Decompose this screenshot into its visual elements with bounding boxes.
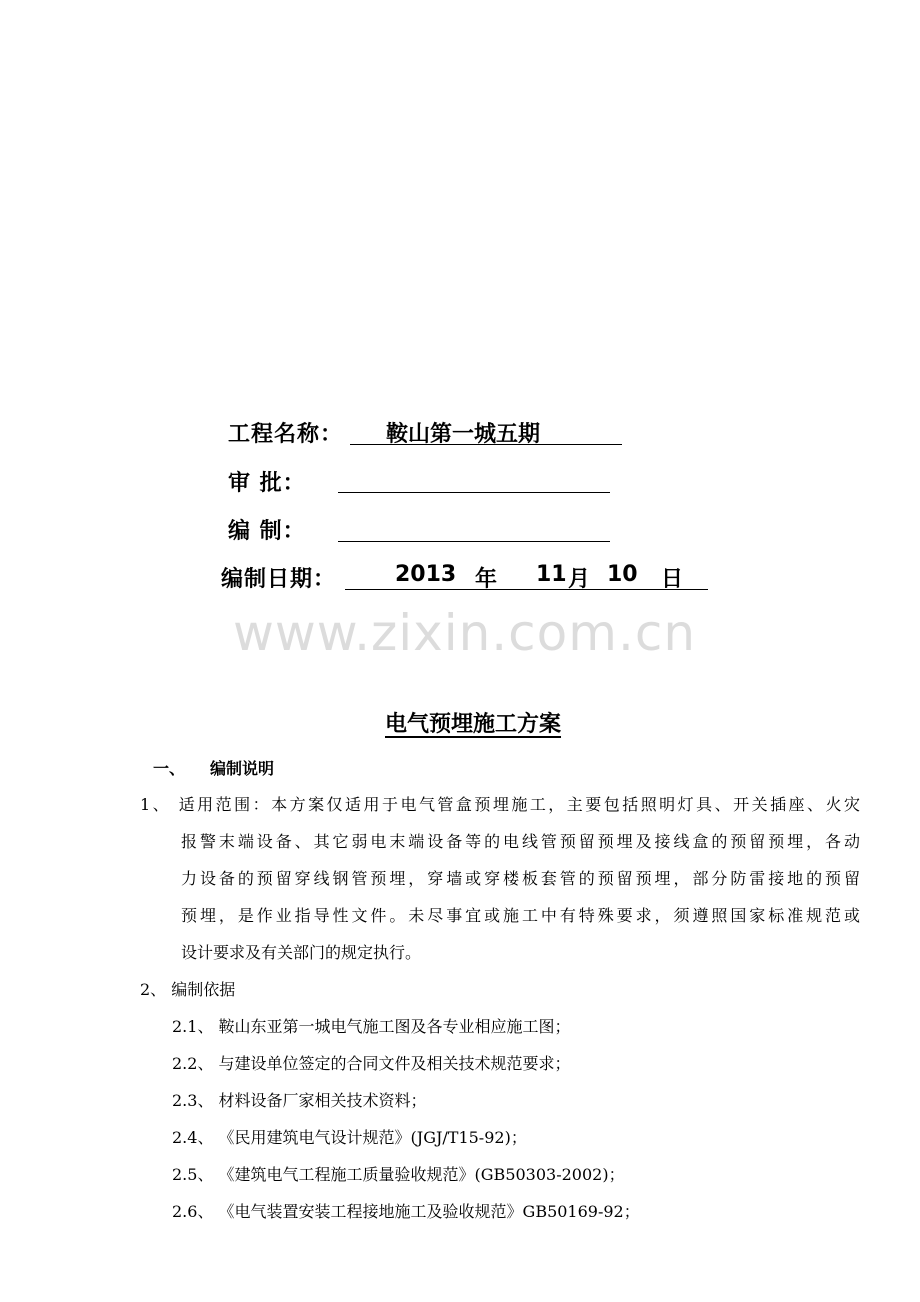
item2-heading: 2、 编制依据 [140, 980, 236, 999]
item1-line-1: 1、 适用范围：本方案仅适用于电气管盒预埋施工，主要包括照明灯具、开关插座、火灾 [140, 795, 860, 814]
sub-item-2-3: 2.3、 材料设备厂家相关技术资料； [172, 1091, 427, 1110]
project-name-label: 工程名称： [228, 422, 344, 447]
section-number: 一、 [153, 759, 186, 778]
item1-line-4: 预埋，是作业指导性文件。未尽事宜或施工中有特殊要求，须遵照国家标准规范或 [181, 906, 860, 925]
date-day-unit: 日 [661, 567, 684, 592]
project-name-underline [350, 444, 622, 445]
date-day: 10 [607, 562, 638, 587]
item1-line-2: 报警末端设备、其它弱电末端设备等的电线管预留预埋及接线盒的预留预埋，各动 [181, 832, 860, 851]
sub-item-2-2: 2.2、 与建设单位签定的合同文件及相关技术规范要求； [172, 1054, 571, 1073]
sub-item-2-6: 2.6、 《电气装置安装工程接地施工及验收规范》GB50169-92； [172, 1202, 640, 1221]
item1-line-3: 力设备的预留穿线钢管预埋，穿墙或穿楼板套管的预留预埋，部分防雷接地的预留 [181, 869, 860, 888]
compile-label: 编 制： [228, 519, 306, 544]
body-content [140, 786, 860, 1230]
compile-underline [338, 541, 610, 542]
watermark: www.zixin.com.cn [233, 604, 697, 662]
date-month: 11 [536, 562, 567, 587]
document-title: 电气预埋施工方案 [385, 712, 562, 737]
compile-date-label: 编制日期： [221, 567, 337, 592]
approve-label: 审 批： [228, 471, 306, 496]
sub-item-2-5: 2.5、 《建筑电气工程施工质量验收规范》(GB50303-2002)； [172, 1165, 625, 1184]
item1-line-5: 设计要求及有关部门的规定执行。 [181, 943, 422, 962]
project-name-value: 鞍山第一城五期 [386, 422, 541, 447]
sub-item-2-4: 2.4、 《民用建筑电气设计规范》(JGJ/T15-92)； [172, 1128, 527, 1147]
date-month-unit: 月 [568, 567, 591, 592]
sub-item-2-1: 2.1、 鞍山东亚第一城电气施工图及各专业相应施工图； [172, 1017, 571, 1036]
date-year: 2013 [395, 562, 457, 587]
date-underline [345, 589, 708, 590]
approve-underline [338, 492, 610, 493]
date-year-unit: 年 [475, 567, 498, 592]
section-title: 编制说明 [210, 759, 275, 778]
